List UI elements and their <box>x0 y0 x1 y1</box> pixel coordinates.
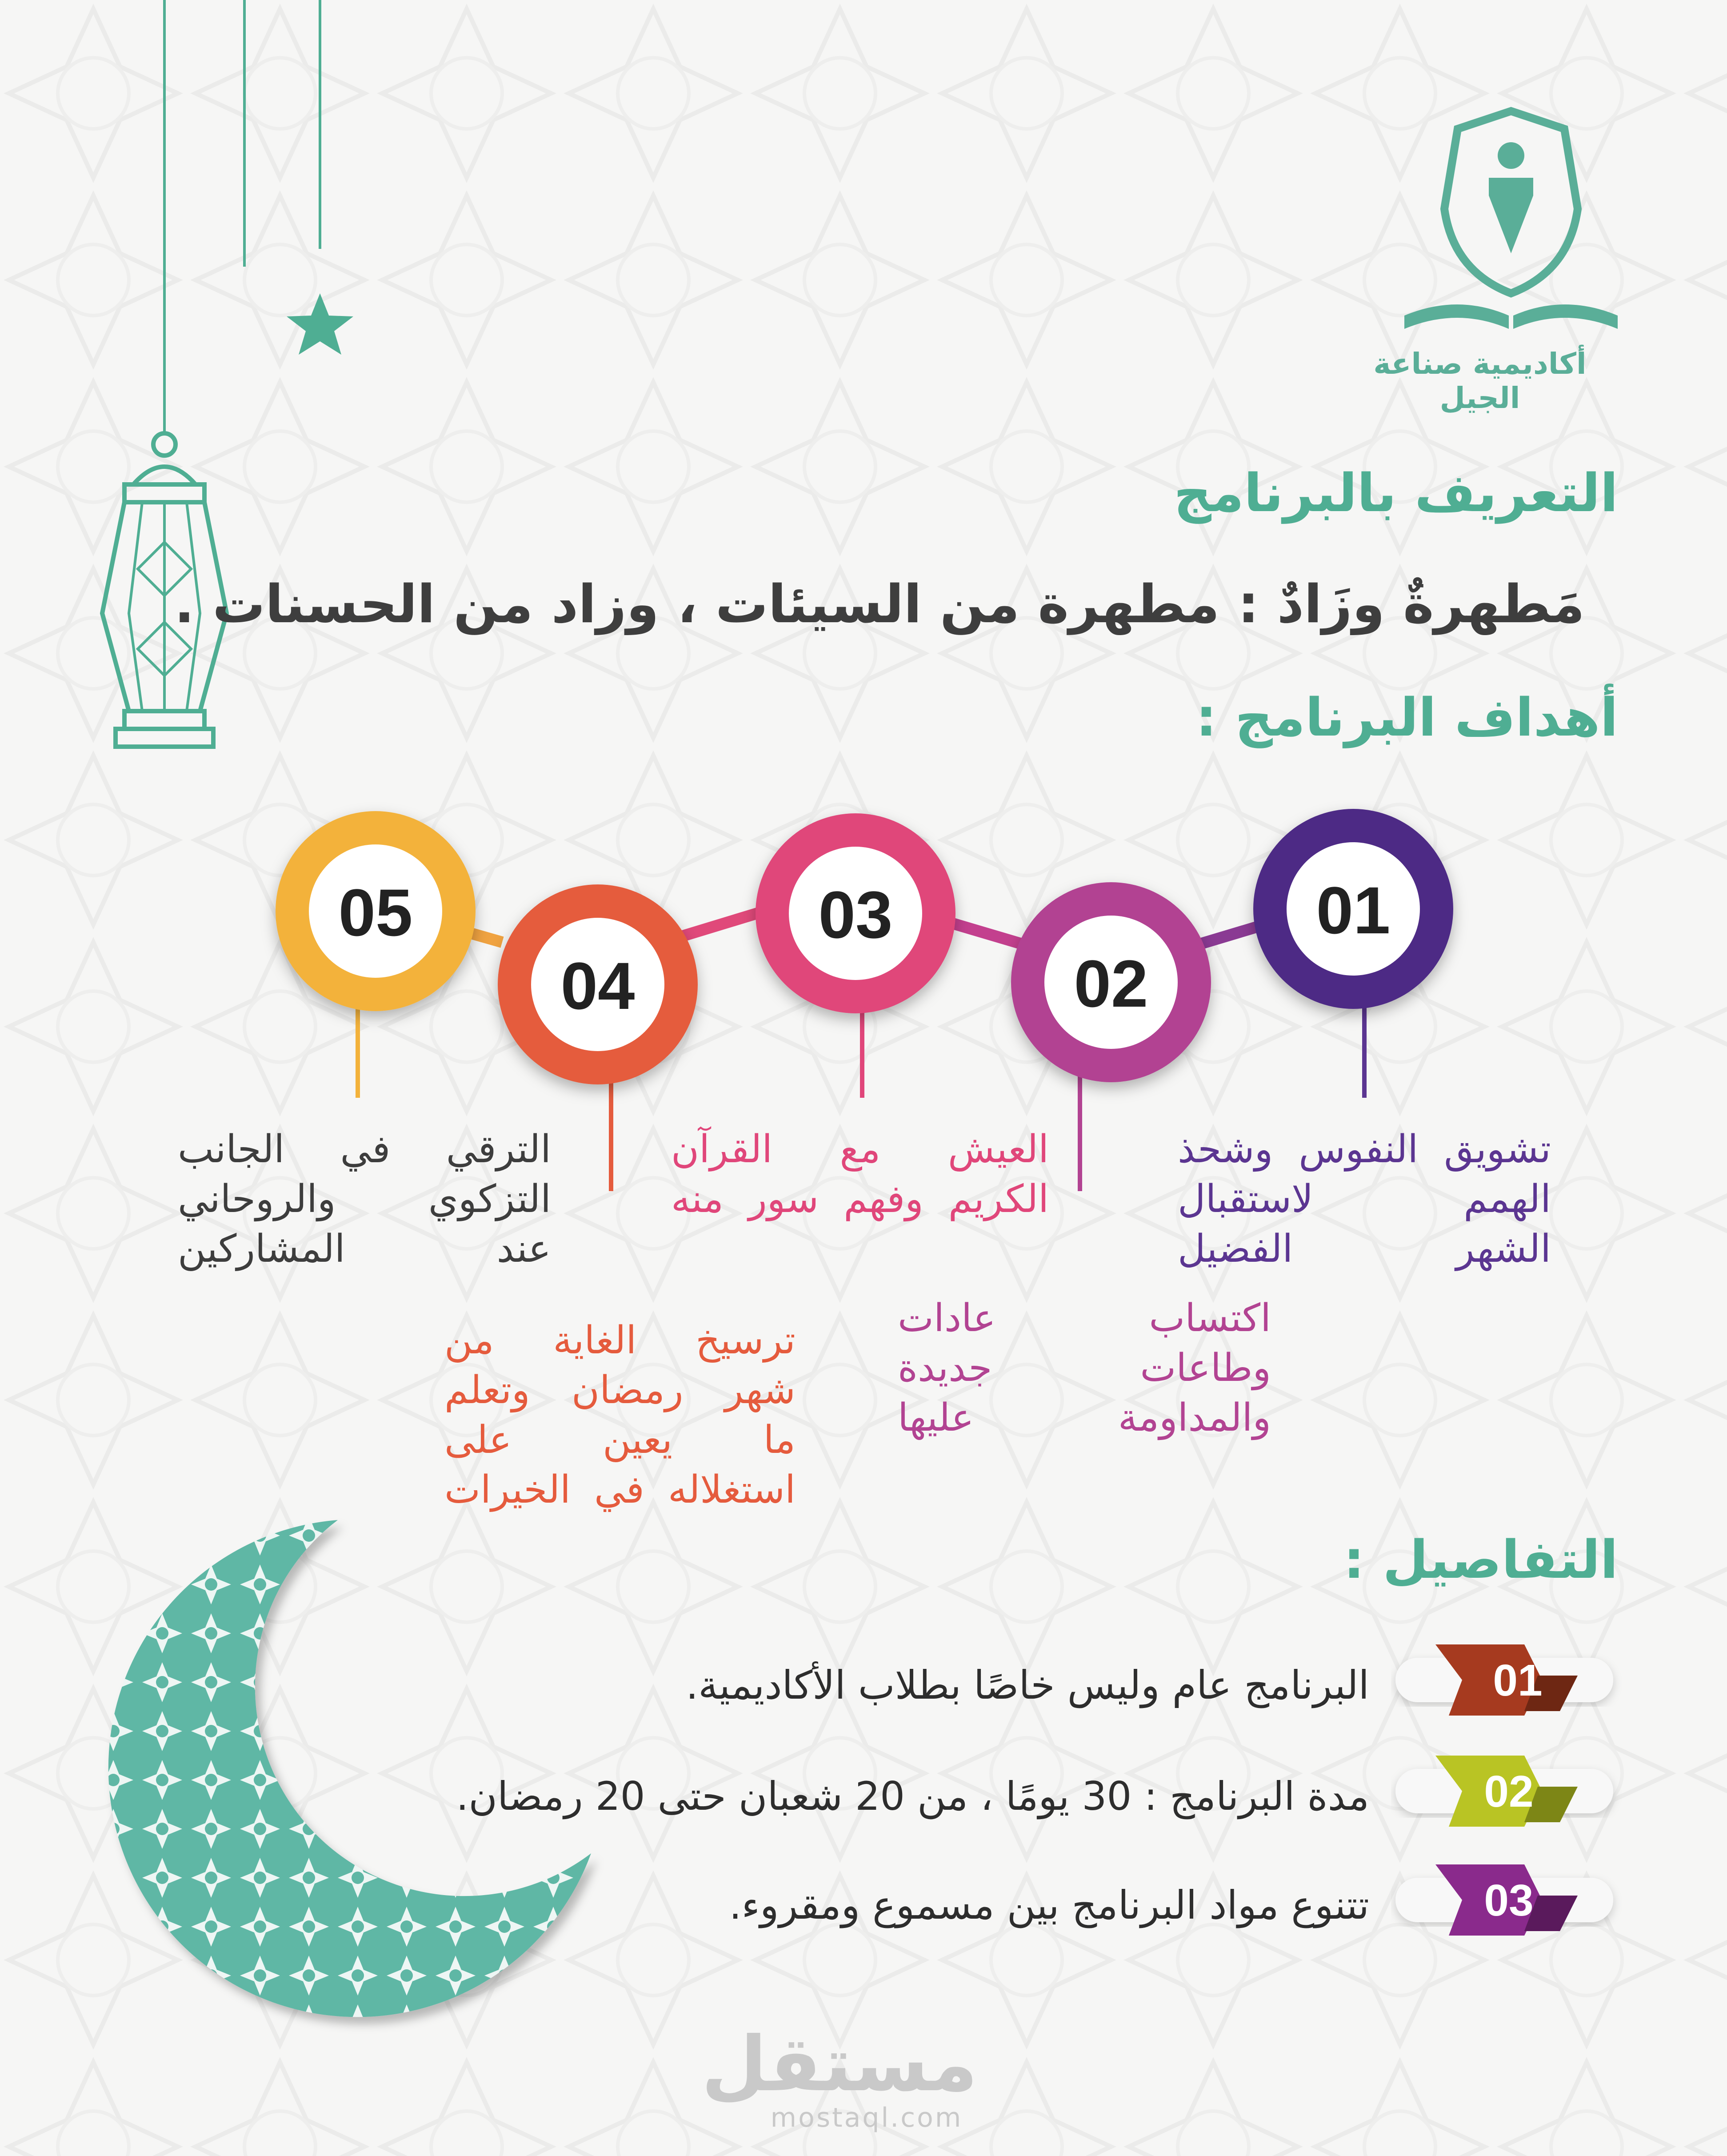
detail-text-01: البرنامج عام وليس خاصًا بطلاب الأكاديمية. <box>686 1662 1369 1708</box>
detail-badge-03 <box>1395 1864 1613 1936</box>
watermark-arabic: مستقل <box>701 2020 978 2108</box>
details-badges <box>1391 1636 1622 1964</box>
detail-text-03: تتنوع مواد البرنامج بين مسموع ومقروء. <box>729 1882 1369 1928</box>
goal-circle-03 <box>756 813 955 1013</box>
goal-circle-04 <box>498 884 698 1084</box>
goal-text-02: اكتساب عادات وطاعات جديدة والمداومة عليها <box>898 1296 1271 1440</box>
goal-text-04: ترسيخ الغاية من شهر رمضان وتعلم ما يعين على استغلاله في الخيرات <box>444 1318 796 1512</box>
goal-circle-01 <box>1253 809 1453 1009</box>
goal-number-05: 05 <box>338 875 413 950</box>
goal-text-03: العيش مع القرآن الكريم وفهم سور منه <box>671 1127 1049 1221</box>
hanging-crescent-icon <box>147 0 396 436</box>
goal-circle-05 <box>276 811 476 1011</box>
detail-number-02: 02 <box>1484 1767 1534 1816</box>
intro-heading: التعريف بالبرنامج <box>1173 462 1618 524</box>
goal-circle-02 <box>1011 882 1211 1082</box>
detail-badge-02 <box>1395 1756 1613 1827</box>
intro-text: مَطهرةٌ وزَادٌ : مطهرة من السيئات ، وزاد من الحسنات . <box>174 573 1585 635</box>
goals-heading: أهداف البرنامج : <box>1195 687 1618 748</box>
goal-number-02: 02 <box>1074 946 1148 1021</box>
academy-logo <box>1391 107 1631 342</box>
details-heading: التفاصيل : <box>1343 1529 1618 1590</box>
goal-number-03: 03 <box>818 877 893 952</box>
detail-number-03: 03 <box>1484 1876 1534 1925</box>
watermark-latin: mostaql.com <box>770 2102 963 2133</box>
detail-number-01: 01 <box>1493 1656 1543 1705</box>
academy-name: أكاديمية صناعة الجيل <box>1373 347 1587 415</box>
goal-text-01: تشويق النفوس وشحذ الهمم لاستقبال الشهر الفضيل <box>1178 1127 1551 1271</box>
goal-number-01: 01 <box>1316 873 1391 948</box>
detail-badge-01 <box>1395 1644 1613 1716</box>
watermark <box>701 2020 978 2133</box>
goal-text-05: الترقي في الجانب التزكوي والروحاني عند المشاركين <box>178 1127 551 1271</box>
detail-text-02: مدة البرنامج : 30 يومًا ، من 20 شعبان حتى 20 رمضان. <box>456 1773 1369 1819</box>
goal-number-04: 04 <box>560 948 635 1023</box>
